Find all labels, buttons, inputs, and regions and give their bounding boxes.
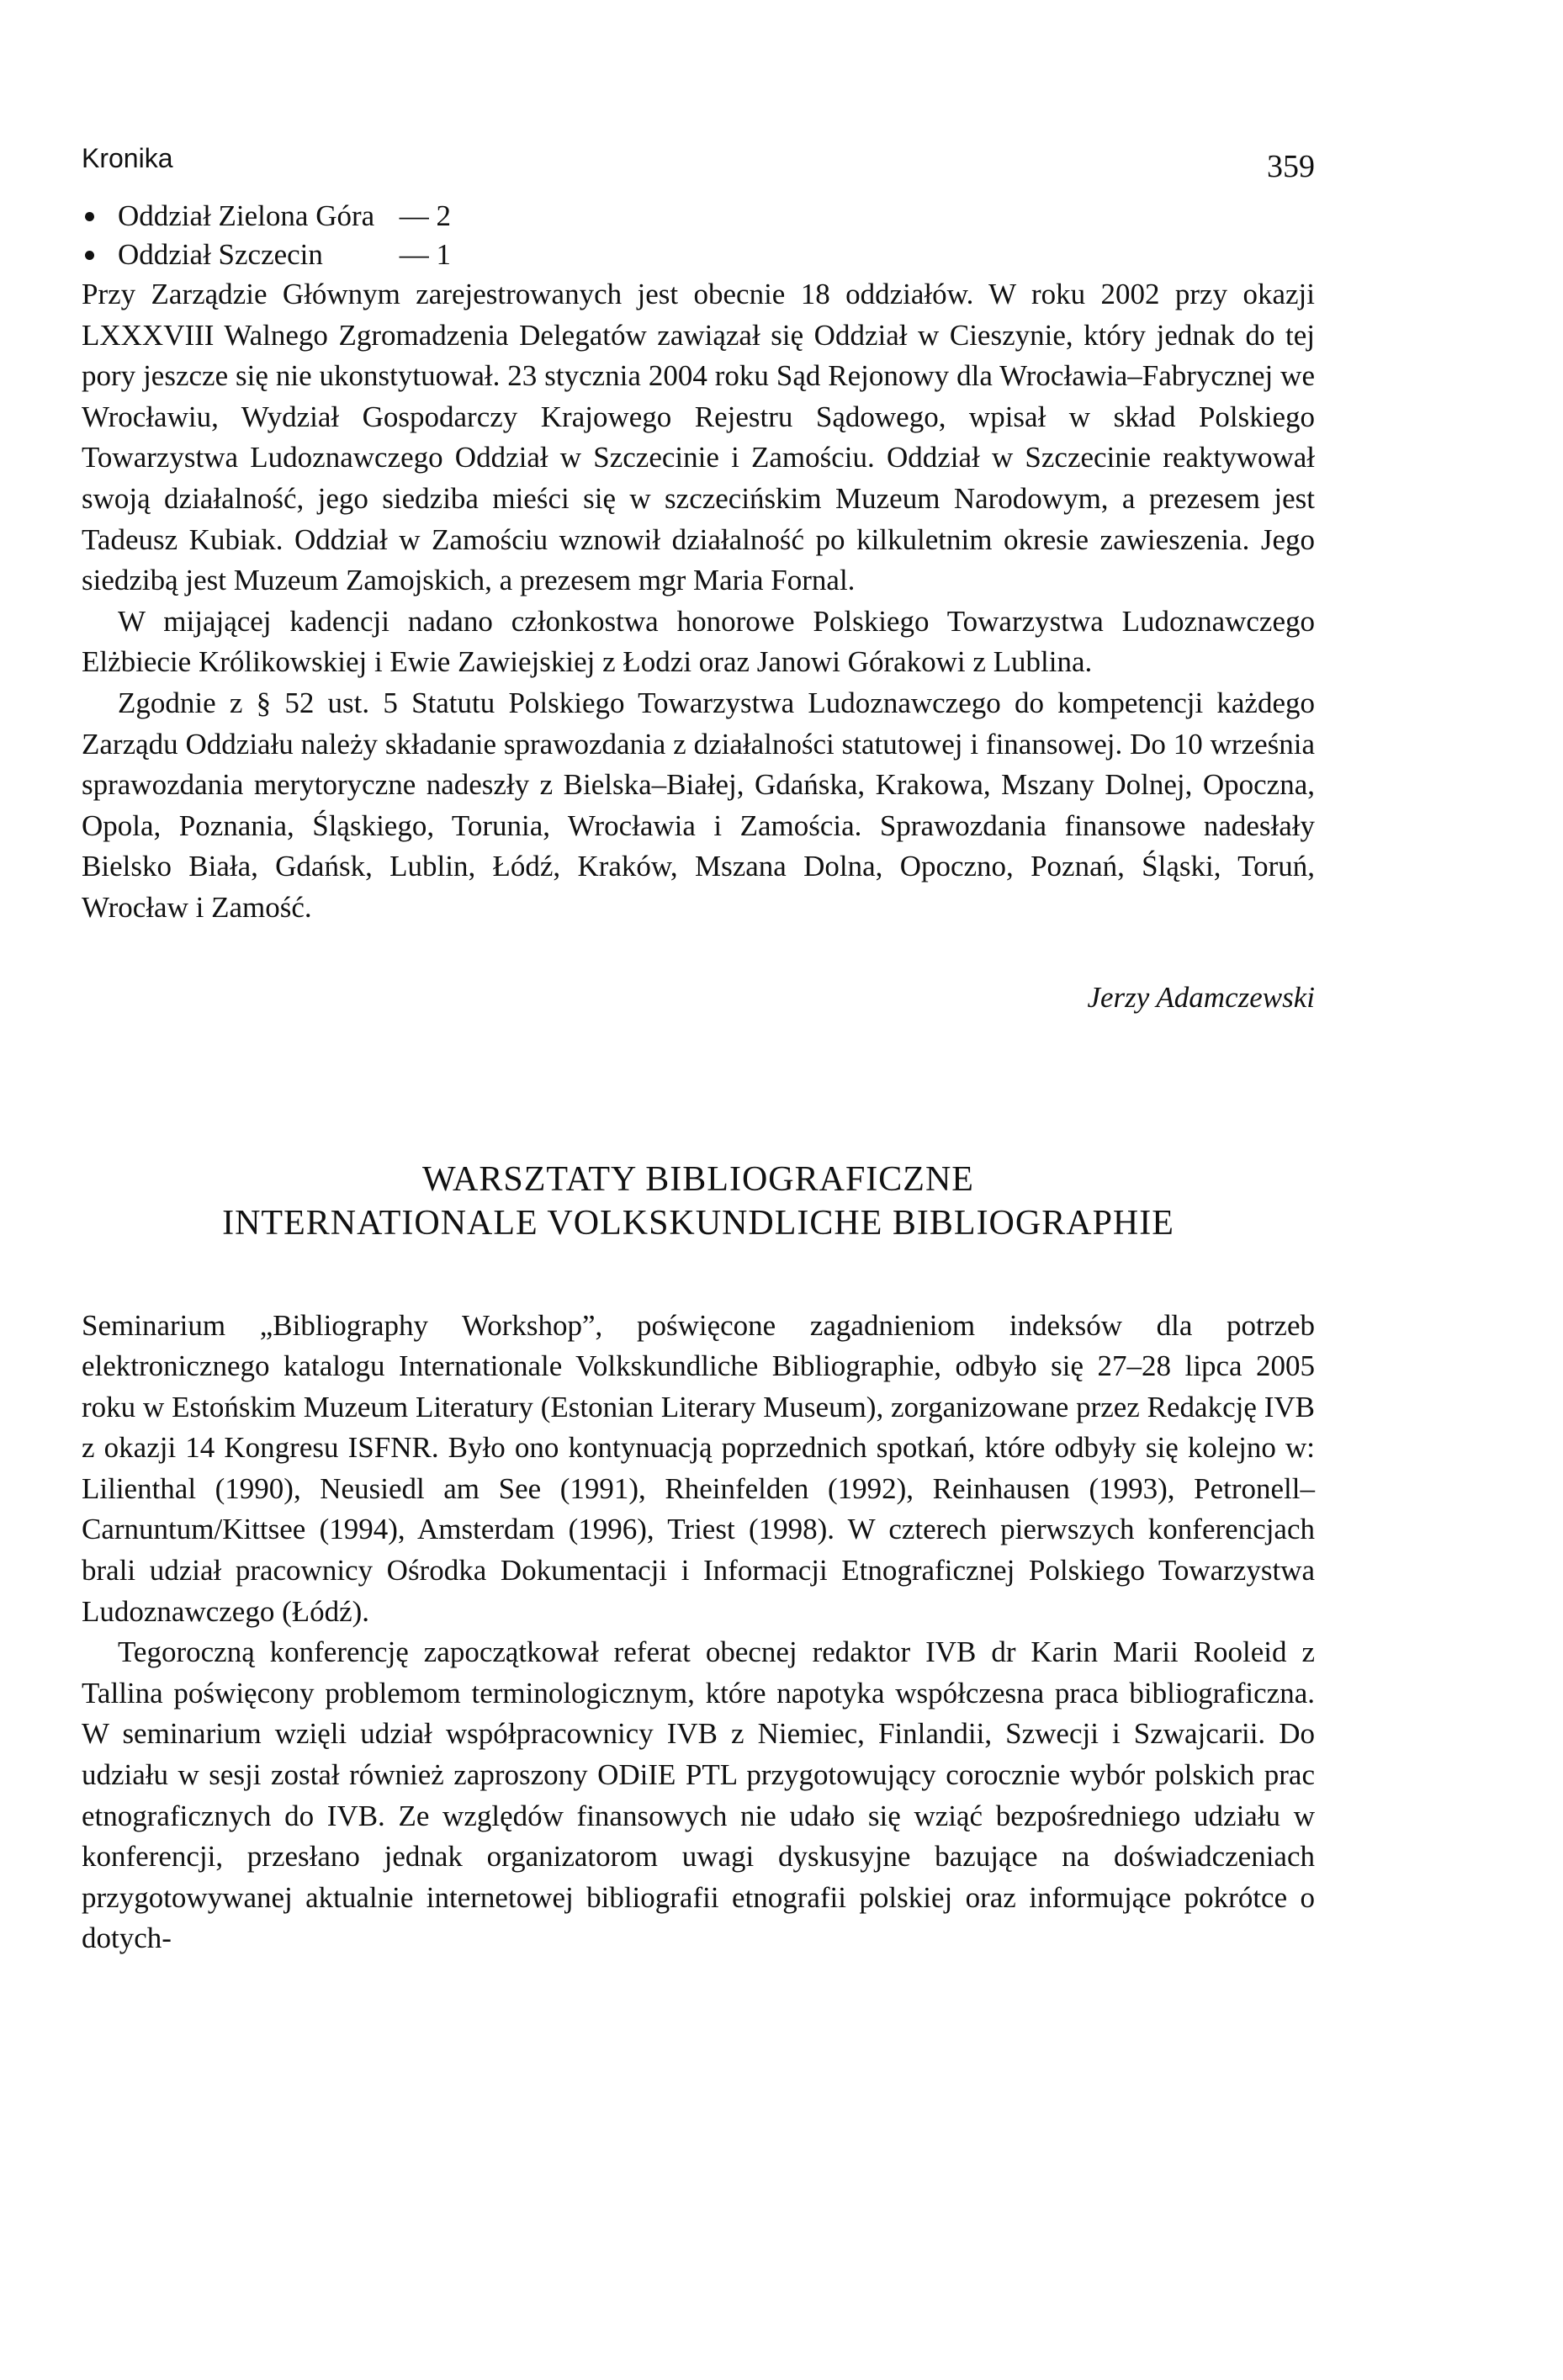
section-label: Kronika [82,143,173,173]
article-body [82,1306,1315,1960]
paragraph: Seminarium „Bibliography Workshop”, poświęcone zagadnieniom indeksów dla potrzeb elektronicznego katalogu Internationale Volkskundliche Bibliographie, odbyło się 27–28 lipca 2005 roku w Estońskim Muzeum Literatury (Estonian Literary Museum), zorganizowane przez Redakcję IVB z okazji 14 Kongresu ISFNR. Było ono kontynuacją poprzednich spotkań, które odbyły się kolejno w: Lilienthal (1990), Neusiedl am See (1991), Rheinfelden (1992), Reinhausen (1993), Petronell–Carnuntum/Kittsee (1994), Amsterdam (1996), Triest (1998). W czterech pierwszych konferencjach brali udział pracownicy Ośrodka Dokumentacji i Informacji Etnograficznej Polskiego Towarzystwa Ludoznawczego (Łódź). [82,1308,1315,1628]
branch-count: — 1 [399,238,451,271]
bullet-icon [85,251,94,260]
branch-name: Oddział Szczecin [118,238,323,271]
paragraph: W mijającej kadencji nadano członkostwa honorowe Polskiego Towarzystwa Ludoznawczego Elżbiecie Królikowskiej i Ewie Zawiejskiej z Łodzi oraz Janowi Górakowi z Lublina. [82,604,1315,679]
paragraph: Zgodnie z § 52 ust. 5 Statutu Polskiego Towarzystwa Ludoznawczego do kompetencji każdego Zarządu Oddziału należy składanie sprawozdania z działalności statutowej i finansowej. Do 10 września sprawozdania merytoryczne nadeszły z Bielska–Białej, Gdańska, Krakowa, Mszany Dolnej, Opoczna, Opola, Poznania, Śląskiego, Torunia, Wrocławia i Zamościa. Sprawozdania finansowe nadesłały Bielsko Biała, Gdańsk, Lublin, Łódź, Kraków, Mszana Dolna, Opoczno, Poznań, Śląski, Toruń, Wrocław i Zamość. [82,686,1315,924]
paragraph: Tegoroczną konferencję zapoczątkował referat obecnej redaktor IVB dr Karin Marii Rooleid z Tallina poświęcony problemom terminologicznym, które napotyka współczesna praca bibliograficzna. W seminarium wzięli udział współpracownicy IVB z Niemiec, Finlandii, Szwecji i Szwajcarii. Do udziału w sesji został również zaproszony ODiIE PTL przygotowujący corocznie wybór polskich prac etnograficznych do IVB. Ze względów finansowych nie udało się wziąć bezpośredniego udziału w konferencji, przesłano jednak organizatorom uwagi dyskusyjne bazujące na doświadczeniach przygotowywanej aktualnie internetowej bibliografii etnografii polskiej oraz informujące pokrótce o dotych- [82,1635,1315,1955]
page-number: 359 [1267,149,1315,184]
section-heading-line: WARSZTATY BIBLIOGRAFICZNE [422,1159,974,1199]
chronicle-body [82,274,1315,929]
section-heading [82,1158,1315,1245]
bullet-icon [85,212,94,221]
running-header [82,143,1315,193]
branch-name: Oddział Zielona Góra [118,199,375,232]
paragraph: Przy Zarządzie Głównym zarejestrowanych jest obecnie 18 oddziałów. W roku 2002 przy okazji LXXXVIII Walnego Zgromadzenia Delegatów zawiązał się Oddział w Cieszynie, który jednak do tej pory jeszcze się nie ukonstytuował. 23 stycznia 2004 roku Sąd Rejonowy dla Wrocławia–Fabrycznej we Wrocławiu, Wydział Gospodarczy Krajowego Rejestru Sądowego, wpisał w skład Polskiego Towarzystwa Ludoznawczego Oddział w Szczecinie i Zamościu. Oddział w Szczecinie reaktywował swoją działalność, jego siedziba mieści się w szczecińskim Muzeum Narodowym, a prezesem jest Tadeusz Kubiak. Oddział w Zamościu wznowił działalność po kilkuletnim okresie zawieszenia. Jego siedzibą jest Muzeum Zamojskich, a prezesem mgr Maria Fornal. [82,278,1315,597]
section-heading-line: INTERNATIONALE VOLKSKUNDLICHE BIBLIOGRAPHIE [222,1203,1174,1243]
branch-list [82,197,1315,274]
author-signature: Jerzy Adamczewski [1087,980,1315,1014]
branch-count: — 2 [399,199,451,232]
list-item [82,236,1315,274]
list-item [82,197,1315,236]
page [82,143,1315,1959]
